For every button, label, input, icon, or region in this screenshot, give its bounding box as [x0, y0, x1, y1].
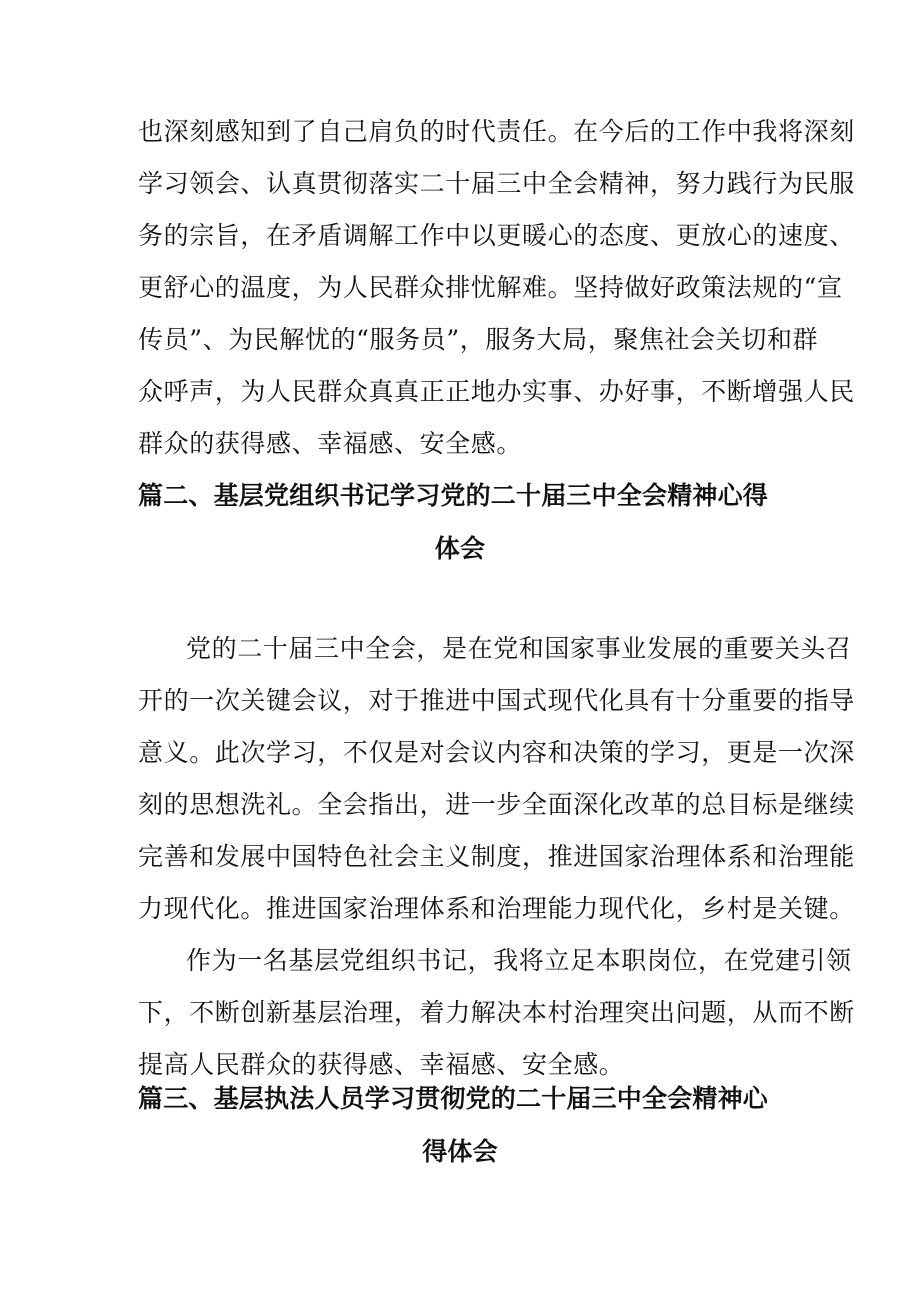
- intro-line: 众呼声，为人民群众真真正正地办实事、办好事，不断增强人民: [138, 377, 855, 406]
- intro-line: 学习领会、认真贯彻落实二十届三中全会精神，努力践行为民服: [138, 169, 855, 198]
- section-2-paragraph-line: 下，不断创新基层治理，着力解决本村治理突出问题，从而不断: [138, 998, 855, 1027]
- intro-line: 更舒心的温度，为人民群众排忧解难。坚持做好政策法规的“宣: [138, 273, 843, 302]
- intro-line: 务的宗旨，在矛盾调解工作中以更暖心的态度、更放心的速度、: [138, 221, 855, 250]
- intro-line: 传员”、为民解忧的“服务员”，服务大局，聚焦社会关切和群: [138, 325, 819, 354]
- section-2-paragraph-line: 党的二十届三中全会，是在党和国家事业发展的重要关头召: [186, 634, 852, 663]
- section-2-paragraph-line: 刻的思想洗礼。全会指出，进一步全面深化改革的总目标是继续: [138, 790, 855, 819]
- section-3-title: 篇三、基层执法人员学习贯彻党的二十届三中全会精神心: [138, 1084, 769, 1113]
- intro-line: 也深刻感知到了自己肩负的时代责任。在今后的工作中我将深刻: [138, 117, 855, 146]
- section-2-paragraph-line: 开的一次关键会议，对于推进中国式现代化具有十分重要的指导: [138, 686, 855, 715]
- section-2-paragraph-line: 作为一名基层党组织书记，我将立足本职岗位，在党建引领: [186, 946, 852, 975]
- section-2-paragraph-line: 提高人民群众的获得感、幸福感、安全感。: [138, 1050, 625, 1079]
- section-2-title: 篇二、基层党组织书记学习党的二十届三中全会精神心得: [138, 481, 769, 510]
- section-3-title-continued: 得体会: [422, 1137, 498, 1166]
- section-2-title-continued: 体会: [434, 534, 486, 563]
- section-2-paragraph-line: 力现代化。推进国家治理体系和治理能力现代化，乡村是关键。: [138, 894, 855, 923]
- section-2-paragraph-line: 完善和发展中国特色社会主义制度，推进国家治理体系和治理能: [138, 842, 855, 871]
- section-2-paragraph-line: 意义。此次学习，不仅是对会议内容和决策的学习，更是一次深: [138, 738, 855, 767]
- intro-line: 群众的获得感、幸福感、安全感。: [138, 429, 523, 458]
